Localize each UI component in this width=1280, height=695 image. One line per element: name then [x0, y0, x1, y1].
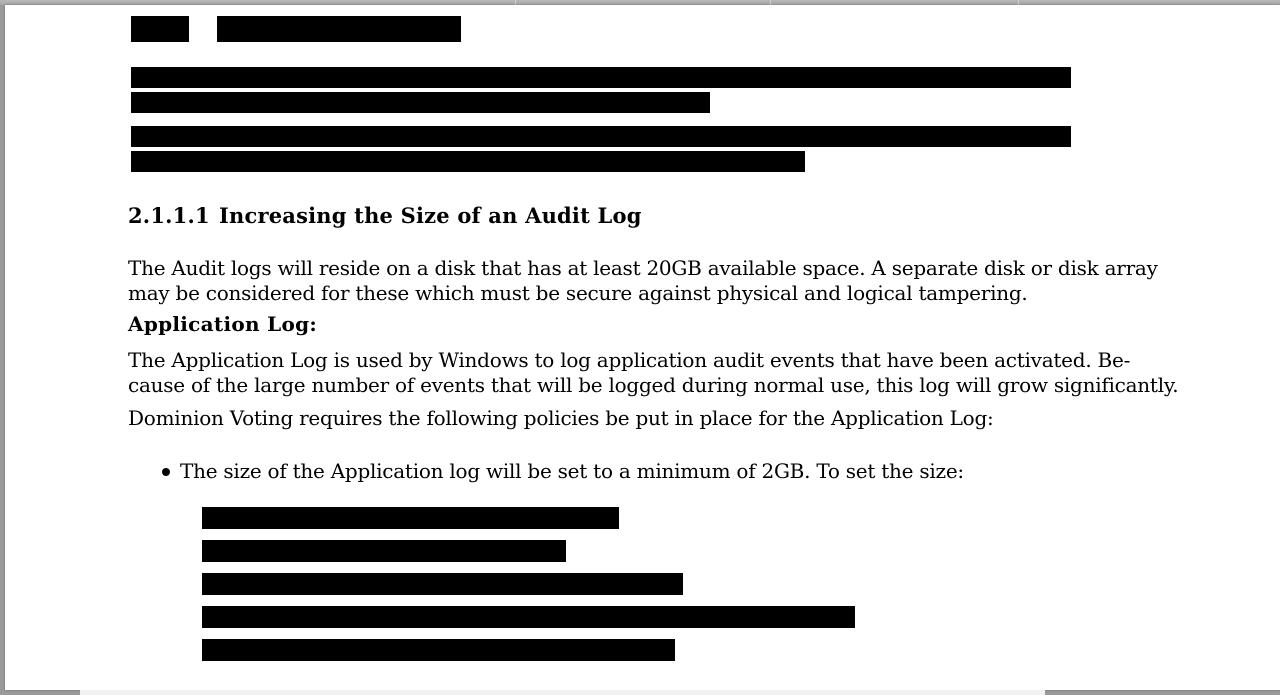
bullet-item-text: The size of the Application log will be set to a minimum of 2GB. To set the size:	[180, 459, 964, 483]
section-heading	[128, 203, 642, 228]
redacted-section-number	[131, 16, 189, 42]
section-number: 2.1.1.1	[128, 203, 210, 228]
paragraph-line: The Audit logs will reside on a disk that has at least 20GB available space. A separate disk or disk array	[128, 256, 1158, 280]
redacted-step	[202, 573, 683, 595]
paragraph-line: may be considered for these which must be secure against physical and logical tampering.	[128, 281, 1028, 305]
redacted-text-line	[131, 92, 710, 113]
redacted-step	[202, 540, 566, 562]
redacted-step	[202, 606, 855, 628]
redacted-section-title	[217, 16, 461, 42]
paragraph-line: cause of the large number of events that will be logged during normal use, this log will grow significantly.	[128, 373, 1179, 397]
redacted-text-line	[131, 67, 1071, 88]
redacted-step	[202, 507, 619, 529]
subheading-application-log: Application Log:	[128, 312, 318, 336]
bullet-icon	[162, 468, 170, 476]
next-page-edge	[80, 690, 1045, 695]
redacted-step	[202, 639, 675, 661]
redacted-text-line	[131, 126, 1071, 147]
section-title: Increasing the Size of an Audit Log	[219, 203, 642, 228]
paragraph-line: Dominion Voting requires the following policies be put in place for the Application Log:	[128, 406, 994, 430]
redacted-text-line	[131, 151, 805, 172]
paragraph-line: The Application Log is used by Windows to log application audit events that have been activated. Be-	[128, 348, 1131, 372]
